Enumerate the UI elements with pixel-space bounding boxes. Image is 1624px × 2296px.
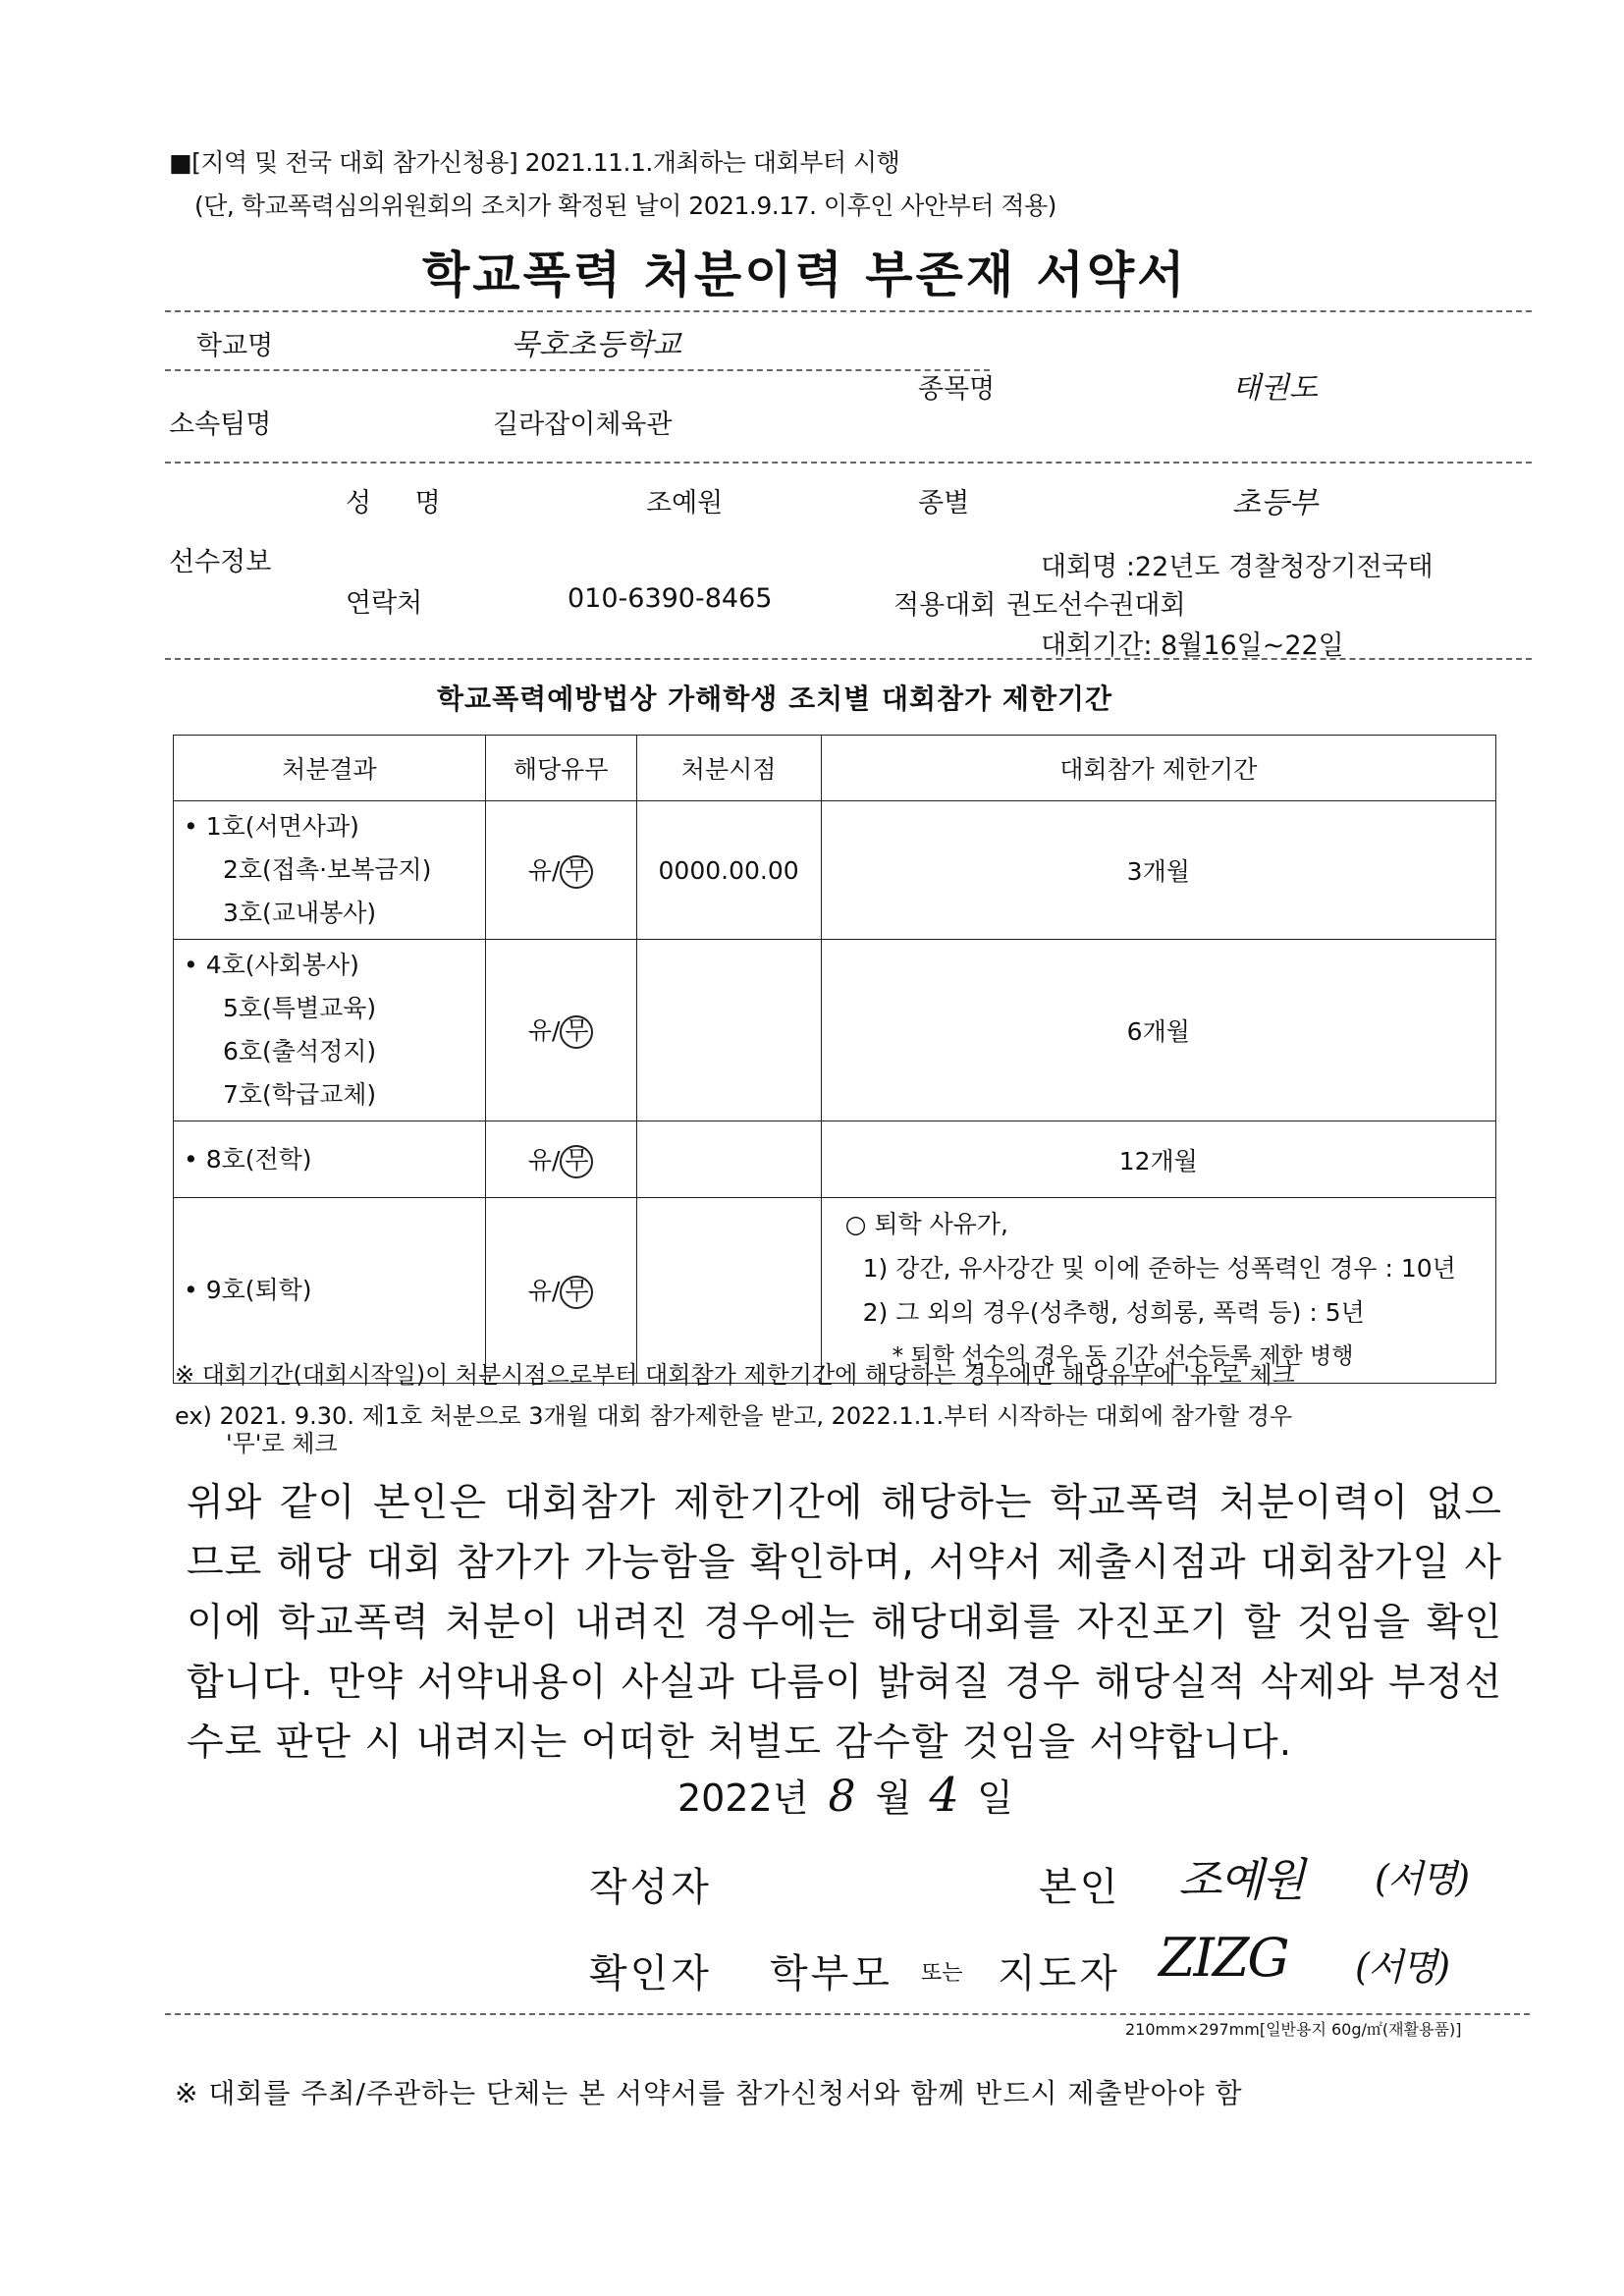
name-value: 조예원 [646,488,724,519]
applicability-cell [485,801,636,940]
measure-cell [174,1121,486,1198]
table-note: ※ 대회기간(대회시작일)이 처분시점으로부터 대회참가 제한기간에 해당하는 경우에만 해당유무에 '유'로 체크 [175,1361,1295,1389]
self-signature: 조예원 [1178,1853,1304,1906]
measure-item: 5호(특별교육) [223,994,377,1022]
contact-label: 연락처 [346,588,423,619]
divider [165,2013,1530,2015]
applied-competition-label: 적용대회 [893,590,997,621]
table-row [174,940,1496,1121]
date-month-unit: 월 [875,1777,912,1820]
limit-period-cell: 12개월 [821,1121,1495,1198]
no-option-circled: 무 [560,1276,593,1309]
coach-label: 지도자 [998,1951,1120,1996]
date-month: 8 [828,1772,856,1822]
column-header: 처분결과 [174,736,486,801]
disposition-date-cell [636,940,821,1121]
applicability-cell [485,940,636,1121]
divider [165,310,1532,312]
date-day: 4 [929,1768,959,1823]
disposition-date-cell: 0000.00.00 [636,801,821,940]
player-info-label: 선수정보 [169,547,272,577]
coach-seal: (서명) [1355,1945,1449,1989]
no-option-circled: 무 [560,1015,593,1049]
column-header: 처분시점 [636,736,821,801]
signing-date [677,1768,1013,1823]
competition-name-line2: 권도선수권대회 [1006,590,1186,621]
measure-item: • 9호(퇴학) [184,1276,312,1304]
measure-item: • 4호(사회봉사) [184,951,359,979]
contact-value: 010-6390-8465 [568,583,773,614]
guardian-label: 학부모 [770,1951,893,1996]
writer-label: 작성자 [589,1865,712,1910]
limit-period-cell: 3개월 [821,801,1495,940]
header-notice-line2: (단, 학교폭력심의위원회의 조치가 확정된 날이 2021.9.17. 이후인 사안부터 적용) [194,191,1056,220]
expulsion-rule-line: ○ 퇴학 사유가, [844,1210,1008,1238]
no-option-circled: 무 [560,855,593,889]
coach-signature: ZIZG [1159,1927,1288,1989]
expulsion-rule-line: * 퇴학 선수의 경우 동 기간 선수등록 제한 병행 [892,1343,1354,1369]
table-row [174,1121,1496,1198]
disposition-date-cell [636,1121,821,1198]
paper-spec: 210mm×297mm[일반용지 60g/㎡(재활용품)] [1125,2020,1462,2039]
division-value: 초등부 [1232,486,1318,520]
applicability-cell [485,1121,636,1198]
expulsion-rule-line: 2) 그 외의 경우(성추행, 성희롱, 폭력 등) : 5년 [862,1298,1365,1327]
measure-item: 3호(교내봉사) [223,899,377,927]
yes-option: 유/ [527,1277,561,1305]
measure-item: • 1호(서면사과) [184,812,359,841]
divider [165,369,990,371]
restriction-table [173,735,1496,1384]
yes-option: 유/ [527,1145,561,1175]
team-label: 소속팀명 [169,410,272,440]
pledge-paragraph: 위와 같이 본인은 대회참가 제한기간에 해당하는 학교폭력 처분이력이 없으므로 해당 대회 참가가 가능함을 확인하며, 서약서 제출시점과 대회참가일 사이에 학교폭력 처분이 내려진 경우에는 해당대회를 자진포기 할 것임을 확인합니다. 만약 서약내용이 사실과 다름이 밝혀질 경우 해당실적 삭제와 부정선수로 판단 시 내려지는 어떠한 처벌도 감수할 것임을 서약합니다. [187,1481,1502,1765]
or-label: 또는 [921,1961,963,1986]
divider [165,658,1532,660]
self-label: 본인 [1039,1865,1121,1910]
table-header-row [174,736,1496,801]
event-label: 종목명 [918,374,996,405]
yes-option: 유/ [527,1016,561,1045]
measure-item: • 8호(전학) [184,1144,312,1174]
table-example-note: ex) 2021. 9.30. 제1호 처분으로 3개월 대회 참가제한을 받고, 2022.1.1.부터 시작하는 대회에 참가할 경우 [175,1402,1293,1430]
divider [165,462,1532,464]
column-header: 대회참가 제한기간 [821,736,1495,801]
limit-period-cell: 6개월 [821,940,1495,1121]
self-seal: (서명) [1375,1857,1469,1900]
competition-period: 대회기간: 8월16일~22일 [1041,630,1344,661]
division-label: 종별 [918,488,970,519]
measure-item: 6호(출석정지) [223,1037,377,1066]
team-value: 길라잡이체육관 [493,410,673,440]
measure-item: 2호(접촉·보복금지) [223,855,432,884]
event-value: 태권도 [1232,371,1318,406]
expulsion-rule-line: 1) 강간, 유사강간 및 이에 준하는 성폭력인 경우 : 10년 [862,1254,1456,1283]
school-value: 묵호초등학교 [511,328,681,362]
school-label: 학교명 [196,331,274,361]
restriction-section-title: 학교폭력예방법상 가해학생 조치별 대회참가 제한기간 [437,683,1113,715]
measure-cell [174,801,486,940]
competition-name-line1: 대회명 :22년도 경찰청장기전국태 [1041,552,1434,582]
table-example-note-cont: '무'로 체크 [226,1430,338,1457]
date-year: 2022년 [677,1777,809,1820]
column-header: 해당유무 [485,736,636,801]
no-option-circled: 무 [560,1145,593,1178]
yes-option: 유/ [527,856,561,885]
name-label: 성 명 [346,488,459,519]
confirmer-label: 확인자 [589,1951,712,1996]
table-row [174,801,1496,940]
measure-cell [174,940,486,1121]
header-notice-line1: ■[지역 및 전국 대회 참가신청용] 2021.11.1.개최하는 대회부터 시행 [169,148,900,177]
date-day-unit: 일 [977,1777,1013,1820]
measure-item: 7호(학급교체) [223,1080,377,1109]
footer-note: ※ 대회를 주최/주관하는 단체는 본 서약서를 참가신청서와 함께 반드시 제출받아야 함 [175,2077,1243,2109]
document-title: 학교폭력 처분이력 부존재 서약서 [422,246,1188,303]
